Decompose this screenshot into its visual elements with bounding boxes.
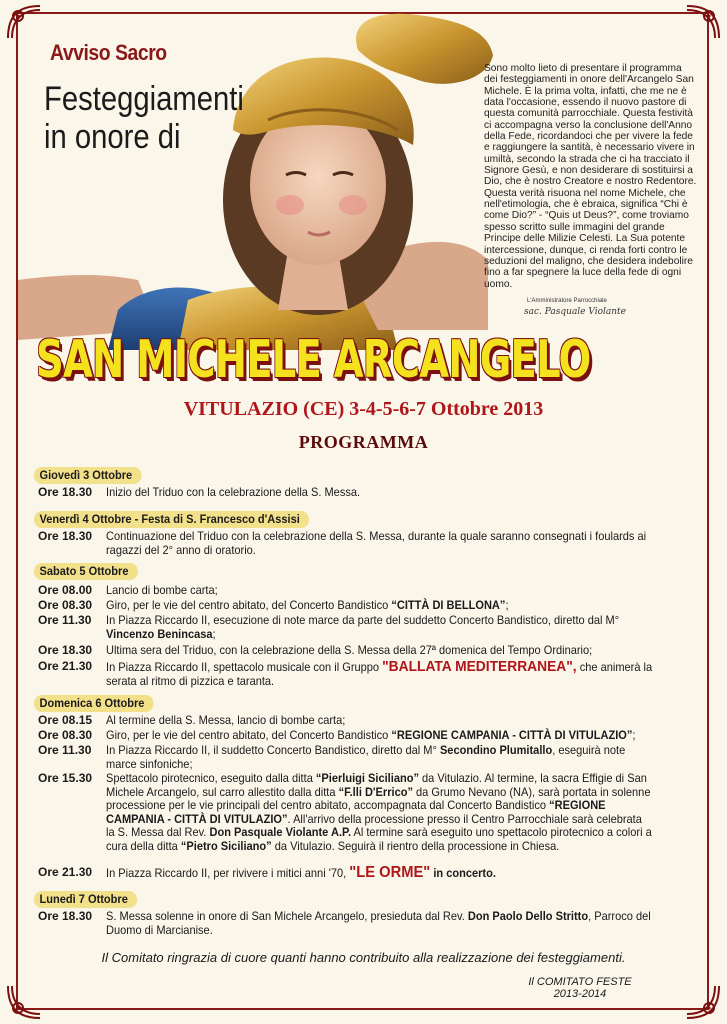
committee-years: 2013-2014 <box>553 988 607 1000</box>
program-event <box>38 866 700 881</box>
committee-name: Il COMITATO FESTE <box>528 976 632 988</box>
day-label: Domenica 6 Ottobre <box>34 695 154 712</box>
event-text: Inizio del Triduo con la celebrazione della S. Messa. <box>106 485 361 499</box>
day-label: Giovedì 3 Ottobre <box>34 467 141 484</box>
event-time: Ore 18.30 <box>38 485 93 499</box>
event-time: Ore 21.30 <box>38 659 93 673</box>
committee-signature <box>500 976 660 1000</box>
ornament-icon <box>683 2 723 42</box>
program-heading: PROGRAMMA <box>298 432 429 452</box>
event-time: Ore 21.30 <box>38 865 93 879</box>
event-text: Giro, per le vie del centro abitato, del Concerto Bandistico “REGIONE CAMPANIA - CITTÀ DI VITULAZIO”; <box>106 728 636 742</box>
program-event <box>38 744 700 771</box>
event-time: Ore 18.30 <box>38 909 93 923</box>
day-label: Venerdì 4 Ottobre - Festa di S. Francesco d'Assisi <box>34 511 309 528</box>
day-label: Lunedì 7 Ottobre <box>34 891 137 908</box>
event-time: Ore 08.30 <box>38 728 93 742</box>
intro-message: Sono molto lieto di presentare il programma dei festeggiamenti in onore dell'Arcangelo San Michele. È la prima volta, infatti, che me ne è data l'occasione, essendo il nuovo pastore di questa comunità parrocchiale. Questa festività ci accompagna verso la conclusione dell'Anno della Fede, ricordandoci che per vivere la fede e raggiungere la santità, è necessario vivere in umiltà, secondo la strada che ci ha tracciato il Signore Gesù, e non desiderare di sostituirsi a Dio, che è nostro Creatore e nostro Redentore. Questa verità risuona nel nome Michele, che nell'etimologia, che è ebraica, significa “Chi è come Dio?” - “Quis ut Deus?”, come troviamo spesso scritto sulle immagini del grande Principe delle Milizie Celesti. La Sua potente intercessione, dunque, ci renda forti contro le seduzioni del maligno, che desidera indebolire fino a far spegnere la luce della fede di ogni uomo. <box>484 63 697 290</box>
event-text: In Piazza Riccardo II, esecuzione di note marce da parte del suddetto Concerto Bandistico, diretto dal M° Vincenzo Benincasa; <box>106 613 620 641</box>
signature: sac. Pasquale Violante <box>524 307 626 317</box>
subtitle-line: Festeggiamenti <box>44 80 244 118</box>
signature-role: L'Amministratore Parrocchiale <box>527 298 607 304</box>
event-time: Ore 08.00 <box>38 583 93 597</box>
event-time: Ore 15.30 <box>38 771 93 785</box>
event-text: In Piazza Riccardo II, per rivivere i mitici anni '70, "LE ORME" in concerto. <box>106 864 496 881</box>
event-text: Al termine della S. Messa, lancio di bombe carta; <box>106 713 346 727</box>
place-dates: VITULAZIO (CE) 3-4-5-6-7 Ottobre 2013 <box>183 398 544 420</box>
program-event <box>38 486 700 500</box>
thanks-note: Il Comitato ringrazia di cuore quanti hanno contribuito alla realizzazione dei festeggiamenti. <box>101 950 626 965</box>
event-time: Ore 11.30 <box>38 743 92 757</box>
program-event <box>38 614 700 641</box>
subtitle-line: in onore di <box>44 118 181 156</box>
event-text: Continuazione del Triduo con la celebrazione della S. Messa, durante la quale saranno consegnati i foulards ai ragazzi del 2° anno di oratorio. <box>106 529 647 557</box>
event-text: Spettacolo pirotecnico, eseguito dalla ditta “Pierluigi Siciliano” da Vitulazio. Al termine, la sacra Effigie di San Michele Arcangelo, sul carro allestito dalla ditta “F.lli D'Errico” da Grumo Nevano (NA), sarà portata in solenne processione per le vie principali del centro abitato, accompagnata dal Concerto Bandistico “REGIONE CAMPANIA - CITTÀ DI VITULAZIO”. All'arrivo della processione presso il Centro Parrocchiale sarà celebrata la S. Messa dal Rev. Don Pasquale Violante A.P. Al termine sarà eseguito uno spettacolo pirotecnico a colori a cura della ditta “Pietro Siciliano” da Vitulazio. Seguirà il rientro della processione in Chiesa. <box>106 771 652 853</box>
event-text: S. Messa solenne in onore di San Michele Arcangelo, presieduta dal Rev. Don Paolo Dello Stritto, Parroco del Duomo di Marcianise. <box>106 909 651 937</box>
event-text: In Piazza Riccardo II, il suddetto Concerto Bandistico, diretto dal M° Secondino Plumitallo, eseguirà note marce sinfoniche; <box>106 743 626 771</box>
program-event <box>38 599 700 613</box>
event-time: Ore 11.30 <box>38 613 92 627</box>
notice-label: Avviso Sacro <box>50 40 167 65</box>
program-event <box>38 714 700 728</box>
event-time: Ore 18.30 <box>38 643 93 657</box>
program-event <box>38 644 700 658</box>
ornament-icon <box>683 982 723 1022</box>
event-text: Ultima sera del Triduo, con la celebrazione della S. Messa della 27ª domenica del Tempo Ordinario; <box>106 643 593 657</box>
program-event <box>38 584 700 598</box>
program-event <box>38 660 700 688</box>
subtitle <box>44 80 244 156</box>
ornament-icon <box>4 982 44 1022</box>
program-event <box>38 530 700 557</box>
day-label: Sabato 5 Ottobre <box>34 563 138 580</box>
page-title: SAN MICHELE ARCANGELO <box>36 330 591 390</box>
program-event <box>38 729 700 743</box>
event-text: Lancio di bombe carta; <box>106 583 218 597</box>
event-time: Ore 08.15 <box>38 713 93 727</box>
program-event <box>38 772 700 854</box>
event-text: In Piazza Riccardo II, spettacolo musicale con il Gruppo "BALLATA MEDITERRANEA", che animerà la serata al ritmo di pizzica e taranta. <box>106 658 653 688</box>
program-event <box>38 910 700 937</box>
event-time: Ore 18.30 <box>38 529 93 543</box>
event-text: Giro, per le vie del centro abitato, del Concerto Bandistico “CITTÀ DI BELLONA”; <box>106 598 509 612</box>
event-time: Ore 08.30 <box>38 598 93 612</box>
